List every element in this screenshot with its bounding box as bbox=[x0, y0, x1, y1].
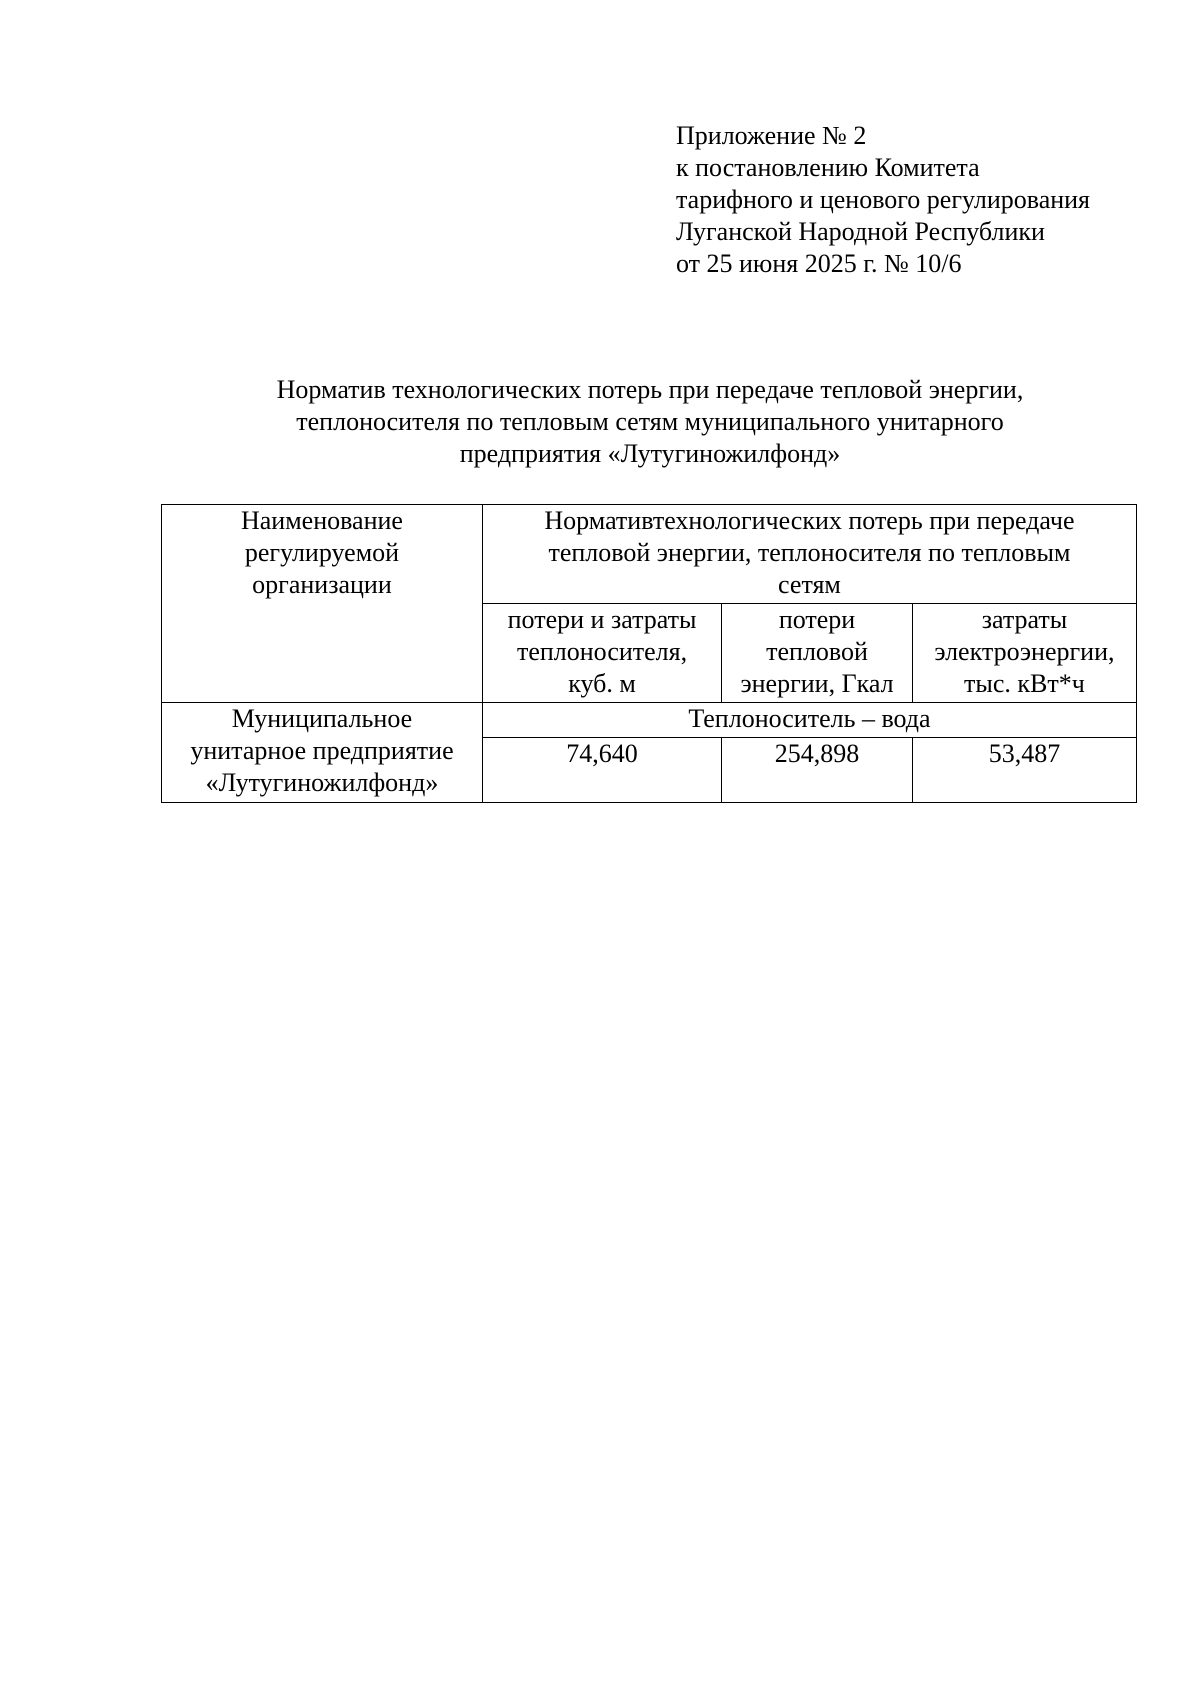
header-group-cell bbox=[482, 505, 1136, 604]
header-org-line: Наименование bbox=[240, 506, 403, 535]
appendix-header bbox=[676, 120, 1176, 280]
medium-cell: Теплоноситель – вода bbox=[482, 703, 1136, 738]
header-group-line: Нормативтехнологических потерь при передаче bbox=[544, 506, 1075, 535]
table-header-row bbox=[162, 505, 1137, 604]
header-org-line: регулируемой bbox=[244, 538, 400, 567]
appendix-line: от 25 июня 2025 г. № 10/6 bbox=[676, 249, 962, 278]
appendix-line: к постановлению Комитета bbox=[676, 153, 980, 182]
header-org-cell bbox=[162, 505, 483, 703]
org-name-cell bbox=[162, 703, 483, 803]
header-sub-line: энергии, Гкал bbox=[740, 669, 894, 698]
header-heat-losses-cell bbox=[722, 604, 913, 703]
header-sub-line: потери и затраты bbox=[507, 605, 697, 634]
document-title bbox=[160, 374, 1140, 470]
org-name-line: унитарное предприятие bbox=[190, 736, 454, 765]
norm-table bbox=[161, 504, 1137, 803]
header-group-line: сетям bbox=[778, 570, 841, 599]
title-line: теплоносителя по тепловым сетям муниципального унитарного bbox=[296, 407, 1004, 436]
org-name-line: Муниципальное bbox=[231, 704, 413, 733]
appendix-line: тарифного и ценового регулирования bbox=[676, 185, 1091, 214]
value-electricity: 53,487 bbox=[912, 738, 1136, 803]
header-group-line: тепловой энергии, теплоносителя по тепловым bbox=[548, 538, 1071, 567]
header-sub-line: потери bbox=[778, 605, 856, 634]
header-sub-line: теплоносителя, bbox=[516, 637, 688, 666]
org-name-line: «Лутугиножилфонд» bbox=[205, 768, 439, 797]
header-sub-line: тыс. кВт*ч bbox=[964, 669, 1085, 698]
table-row bbox=[162, 703, 1137, 738]
value-heat-losses: 254,898 bbox=[722, 738, 913, 803]
header-sub-line: затраты bbox=[981, 605, 1068, 634]
header-electricity-cell bbox=[912, 604, 1136, 703]
header-org-line: организации bbox=[252, 570, 392, 599]
appendix-line: Луганской Народной Республики bbox=[676, 217, 1045, 246]
title-line: предприятия «Лутугиножилфонд» bbox=[459, 439, 841, 468]
appendix-line: Приложение № 2 bbox=[676, 121, 867, 150]
value-coolant-losses: 74,640 bbox=[482, 738, 721, 803]
title-line: Норматив технологических потерь при передаче тепловой энергии, bbox=[276, 375, 1024, 404]
header-coolant-losses-cell bbox=[482, 604, 721, 703]
header-sub-line: тепловой bbox=[766, 637, 868, 666]
header-sub-line: куб. м bbox=[568, 669, 636, 698]
header-sub-line: электроэнергии, bbox=[934, 637, 1115, 666]
